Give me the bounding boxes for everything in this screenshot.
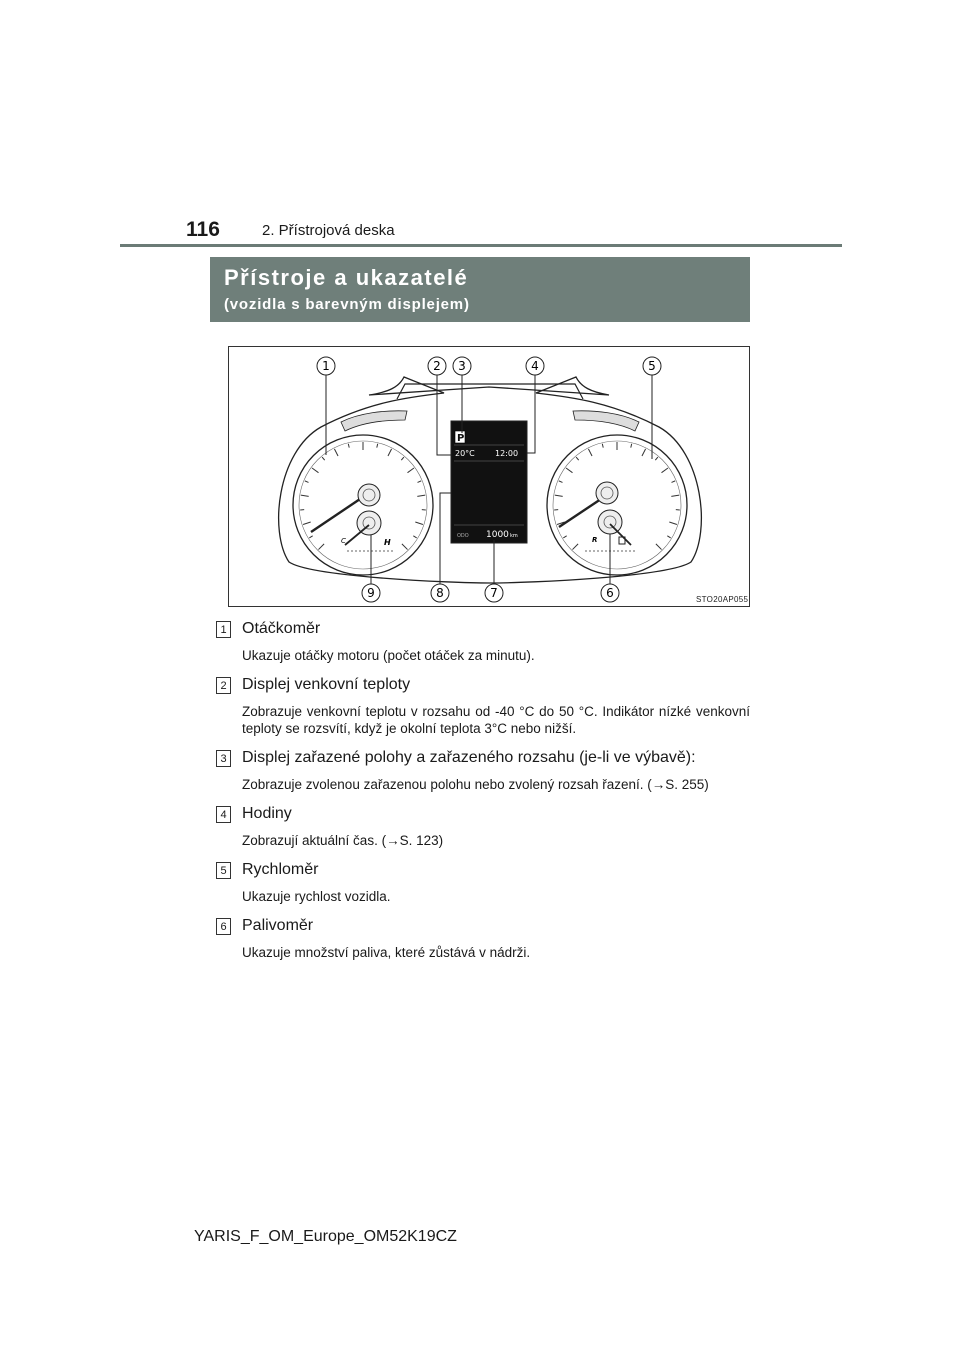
item-title: Displej zařazené polohy a zařazeného rozsahu (je-li ve výbavě):	[242, 749, 696, 766]
instrument-cluster-figure	[228, 346, 750, 607]
item-number-badge: 6	[216, 918, 231, 935]
item-number-badge: 5	[216, 862, 231, 879]
callout-1	[317, 357, 335, 375]
list-item	[216, 674, 750, 737]
temp-cold-mark: C	[341, 537, 346, 545]
callout-2	[428, 357, 446, 375]
page-subtitle: (vozidla s barevným displejem)	[224, 296, 470, 313]
list-item	[216, 859, 750, 905]
section-title: 2. Přístrojová deska	[262, 222, 395, 239]
svg-text:4: 4	[531, 359, 539, 373]
figure-code: STO20AP055	[696, 595, 749, 604]
callout-9	[362, 584, 380, 602]
item-title: Rychloměr	[242, 861, 319, 878]
item-title: Displej venkovní teploty	[242, 676, 411, 693]
list-item	[216, 915, 750, 961]
callout-3	[453, 357, 471, 375]
clock-display: 12:00	[495, 449, 519, 458]
svg-text:8: 8	[436, 586, 444, 600]
callout-5	[643, 357, 661, 375]
instrument-cluster-illustration	[229, 347, 751, 608]
svg-text:9: 9	[367, 586, 375, 600]
item-list	[216, 618, 750, 971]
temp-hot-mark: H	[384, 538, 391, 547]
odo-label: ODO	[457, 533, 469, 539]
item-title: Otáčkoměr	[242, 620, 321, 637]
callout-6	[601, 584, 619, 602]
list-item	[216, 803, 750, 849]
odometer-value: 1000	[486, 530, 509, 540]
item-number-badge: 4	[216, 806, 231, 823]
odometer-unit: km	[510, 533, 518, 539]
svg-text:3: 3	[458, 359, 466, 373]
callout-8	[431, 584, 449, 602]
document-id: YARIS_F_OM_Europe_OM52K19CZ	[194, 1228, 457, 1245]
item-number-badge: 3	[216, 750, 231, 767]
item-description: Ukazuje otáčky motoru (počet otáček za minutu).	[242, 648, 535, 663]
list-item	[216, 618, 750, 664]
callout-4	[526, 357, 544, 375]
svg-text:5: 5	[648, 359, 656, 373]
tachometer-gauge	[293, 435, 433, 575]
item-description: Zobrazuje venkovní teplotu v rozsahu od -40 °C do 50 °C. Indikátor nízké venkovní teploty se rozsvítí, když je okolní teplota 3°C nebo nižší.	[242, 704, 750, 736]
svg-text:6: 6	[606, 586, 614, 600]
list-item	[216, 747, 750, 793]
item-description: Zobrazuje zvolenou zařazenou polohu nebo zvolený rozsah řazení. (→S. 255)	[242, 777, 709, 792]
fuel-reserve-mark: R	[592, 536, 598, 544]
svg-text:7: 7	[490, 586, 498, 600]
item-description: Ukazuje rychlost vozidla.	[242, 889, 391, 904]
center-display	[451, 421, 527, 543]
gear-indicator: P	[457, 433, 465, 444]
item-number-badge: 2	[216, 677, 231, 694]
item-title: Palivoměr	[242, 917, 314, 934]
svg-text:2: 2	[433, 359, 441, 373]
header-rule	[120, 244, 842, 247]
page-title: Přístroje a ukazatelé	[224, 265, 469, 290]
page-number: 116	[186, 218, 220, 241]
item-description: Zobrazují aktuální čas. (→S. 123)	[242, 833, 444, 848]
item-number-badge: 1	[216, 621, 231, 638]
speedometer-gauge	[547, 435, 687, 575]
title-banner	[210, 257, 750, 322]
outside-temperature: 20°C	[455, 449, 475, 458]
callout-7	[485, 584, 503, 602]
svg-text:1: 1	[322, 359, 330, 373]
item-title: Hodiny	[242, 805, 292, 822]
item-description: Ukazuje množství paliva, které zůstává v nádrži.	[242, 945, 531, 960]
